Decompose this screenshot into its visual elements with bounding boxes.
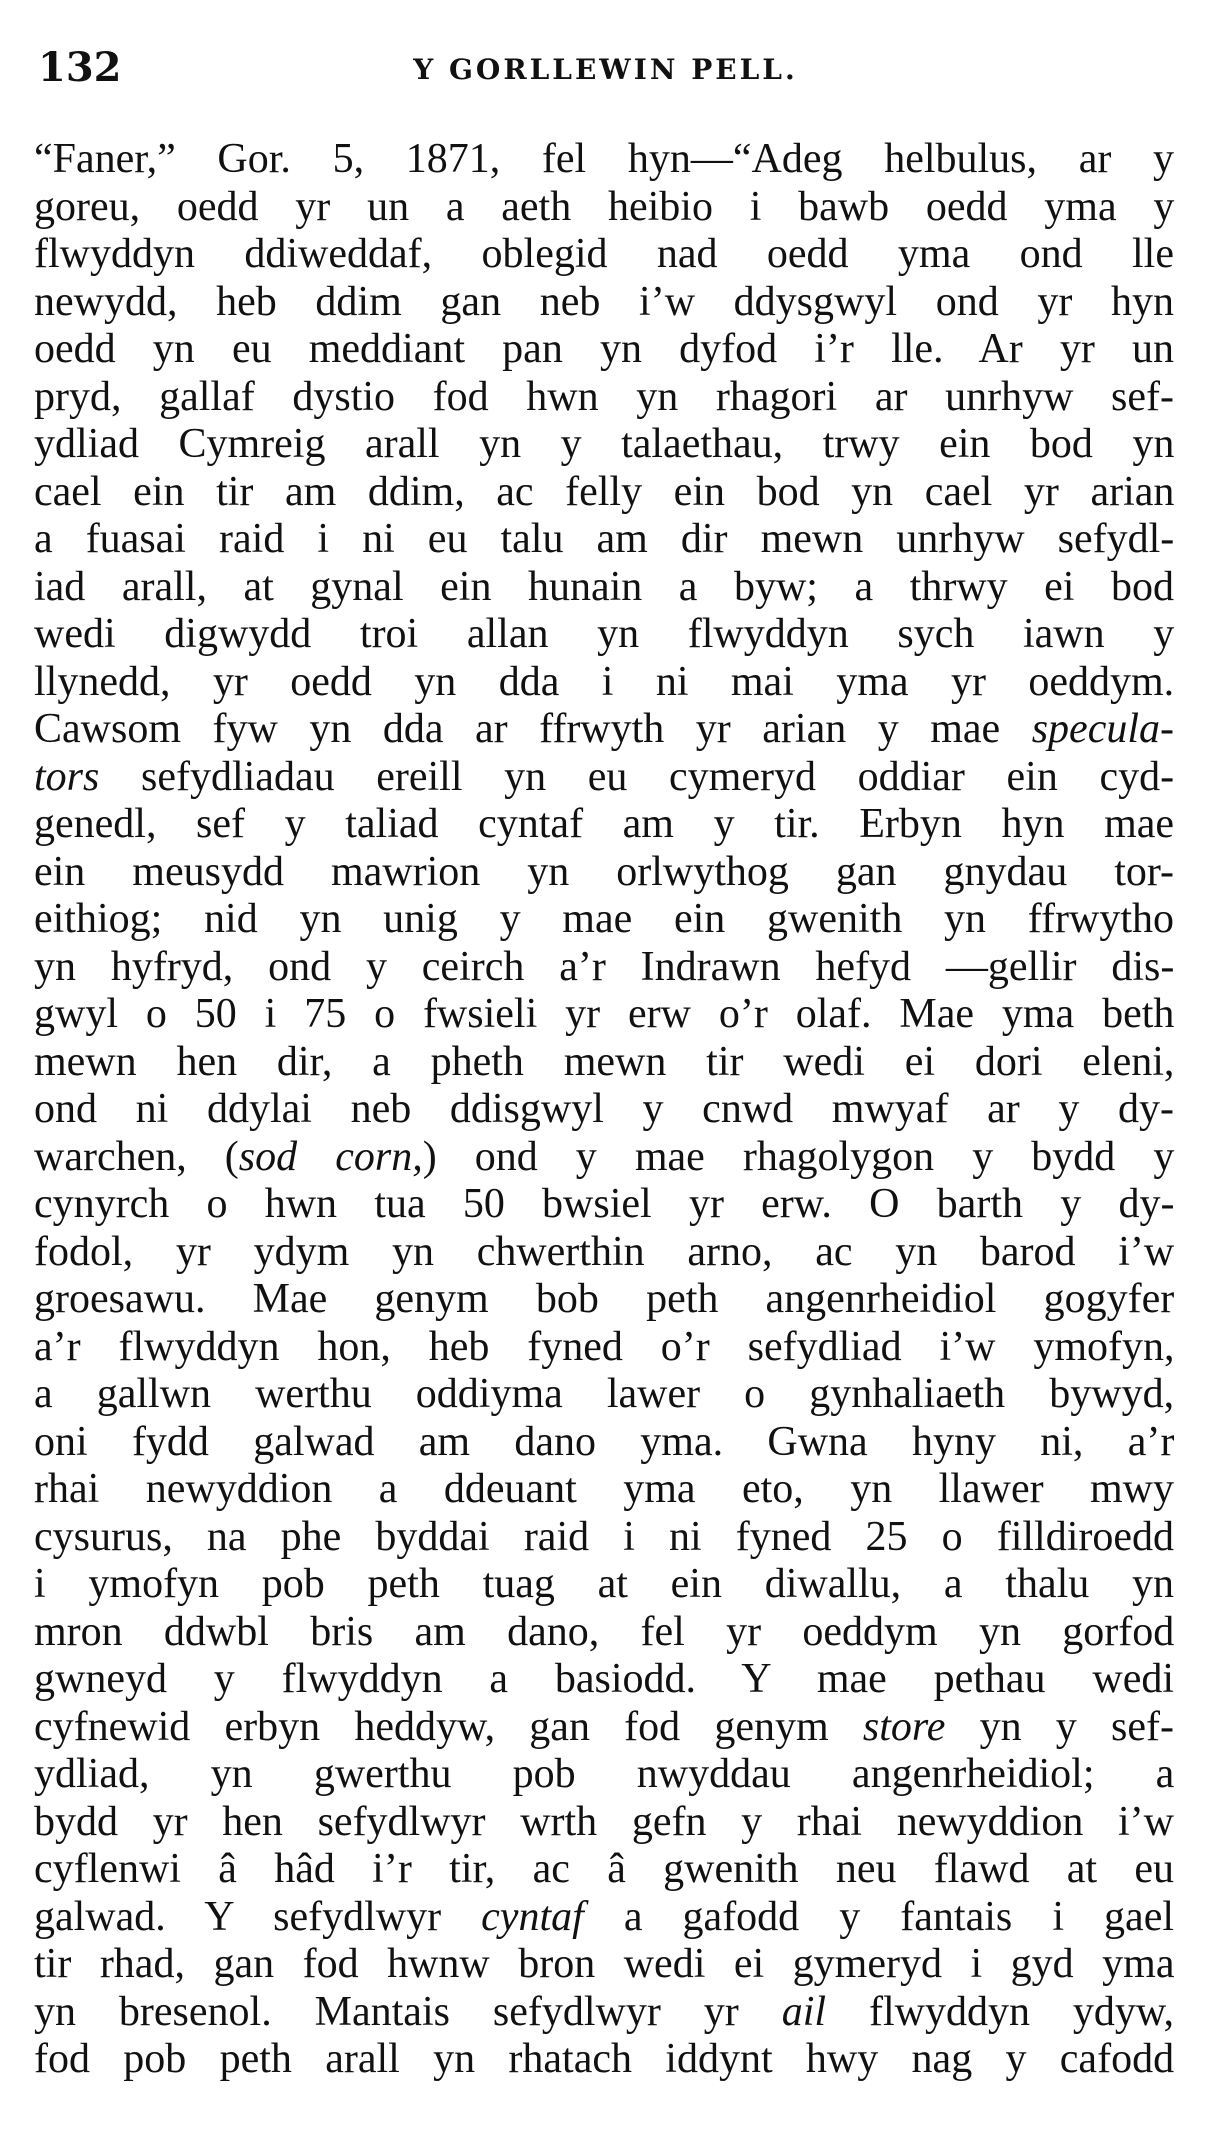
text-line bbox=[34, 374, 1174, 422]
line-text: sefydliadau ereill yn eu cymeryd oddiar ein cyd- bbox=[99, 753, 1175, 800]
text-line bbox=[34, 1229, 1174, 1277]
line-text: goreu, oedd yr un a aeth heibio i bawb oedd yma y bbox=[34, 183, 1175, 230]
text-line bbox=[34, 1894, 1174, 1942]
line-text: fodol, yr ydym yn chwerthin arno, ac yn barod i’w bbox=[34, 1228, 1175, 1275]
line-text: rhai newyddion a ddeuant yma eto, yn llawer mwy bbox=[34, 1466, 1174, 1512]
line-text: cyfnewid erbyn heddyw, gan fod genym bbox=[34, 1703, 863, 1750]
line-text: flwyddyn ddiweddaf, oblegid nad oedd yma ond lle bbox=[34, 231, 1174, 277]
text-line bbox=[34, 659, 1174, 707]
italic-text: tors bbox=[34, 753, 100, 800]
text-line bbox=[34, 326, 1174, 374]
page-header bbox=[38, 44, 1173, 94]
line-text: eithiog; nid yn unig y mae ein gwenith yn ffrwytho bbox=[34, 896, 1174, 942]
line-text: a gallwn werthu oddiyma lawer o gynhaliaeth bywyd, bbox=[34, 1371, 1175, 1417]
text-line bbox=[34, 1514, 1174, 1562]
line-text: ond ni ddylai neb ddisgwyl y cnwd mwyaf ar y dy- bbox=[34, 1086, 1174, 1132]
line-text: bydd yr hen sefydlwyr wrth gefn y rhai newyddion i’w bbox=[34, 1798, 1174, 1845]
line-text: newydd, heb ddim gan neb i’w ddysgwyl ond yr hyn bbox=[34, 278, 1174, 325]
text-line bbox=[34, 279, 1174, 327]
running-title: Y GORLLEWIN PELL. bbox=[413, 53, 798, 86]
text-line bbox=[34, 801, 1174, 849]
line-text: oedd yn eu meddiant pan yn dyfod i’r lle. Ar yr un bbox=[34, 326, 1174, 372]
text-line bbox=[34, 1181, 1174, 1229]
line-text: pryd, gallaf dystio fod hwn yn rhagori ar unrhyw sef- bbox=[34, 373, 1174, 420]
line-text: genedl, sef y taliad cyntaf am y tir. Erbyn hyn mae bbox=[34, 801, 1175, 847]
text-line bbox=[34, 706, 1174, 754]
text-line bbox=[34, 1039, 1174, 1087]
line-text: yn y sef- bbox=[945, 1703, 1174, 1750]
line-text: fod pob peth arall yn rhatach iddynt hwy nag y cafodd bbox=[34, 2036, 1175, 2082]
text-line bbox=[34, 1656, 1174, 1704]
line-text: groesawu. Mae genym bob peth angenrheidiol gogyfer bbox=[34, 1276, 1175, 1322]
line-text: ydliad, yn gwerthu pob nwyddau angenrheidiol; a bbox=[34, 1751, 1175, 1797]
line-text: ydliad Cymreig arall yn y talaethau, trwy ein bod yn bbox=[34, 421, 1175, 467]
line-text: mewn hen dir, a pheth mewn tir wedi ei dori eleni, bbox=[34, 1038, 1175, 1085]
text-line bbox=[34, 1371, 1174, 1419]
text-line bbox=[34, 896, 1174, 944]
text-line bbox=[34, 611, 1174, 659]
text-line bbox=[34, 991, 1174, 1039]
text-line bbox=[34, 1799, 1174, 1847]
text-line bbox=[34, 1751, 1174, 1799]
text-line bbox=[34, 754, 1174, 802]
text-line bbox=[34, 2036, 1174, 2084]
line-text: mron ddwbl bris am dano, fel yr oeddym yn gorfod bbox=[34, 1608, 1175, 1655]
text-line bbox=[34, 944, 1174, 992]
line-text: a fuasai raid i ni eu talu am dir mewn unrhyw sefydl- bbox=[34, 516, 1175, 562]
line-text: i ymofyn pob peth tuag at ein diwallu, a thalu yn bbox=[34, 1561, 1174, 1607]
text-line bbox=[34, 516, 1174, 564]
text-line bbox=[34, 1941, 1174, 1989]
line-text: ein meusydd mawrion yn orlwythog gan gnydau tor- bbox=[34, 848, 1174, 895]
text-line bbox=[34, 231, 1174, 279]
text-line bbox=[34, 1989, 1174, 2037]
italic-text: ail bbox=[781, 1988, 827, 2035]
italic-text: store bbox=[862, 1703, 946, 1750]
line-text: a gafodd y fantais i gael bbox=[583, 1893, 1175, 1940]
line-text: “Faner,” Gor. 5, 1871, fel hyn—“Adeg helbulus, ar y bbox=[34, 136, 1174, 182]
text-line bbox=[34, 1276, 1174, 1324]
line-text: cyflenwi â hâd i’r tir, ac â gwenith neu flawd at eu bbox=[34, 1846, 1174, 1892]
line-text: cael ein tir am ddim, ac felly ein bod yn cael yr arian bbox=[34, 468, 1175, 515]
text-line bbox=[34, 1086, 1174, 1134]
line-text: Cawsom fyw yn dda ar ffrwyth yr arian y mae bbox=[34, 706, 1032, 752]
line-text: iad arall, at gynal ein hunain a byw; a thrwy ei bod bbox=[34, 563, 1174, 610]
line-text: gwneyd y flwyddyn a basiodd. Y mae pethau wedi bbox=[34, 1656, 1174, 1702]
text-line bbox=[34, 1846, 1174, 1894]
line-text: cysurus, na phe byddai raid i ni fyned 25 o filldiroedd bbox=[34, 1513, 1174, 1560]
line-text: a’r flwyddyn hon, heb fyned o’r sefydliad i’w ymofyn, bbox=[34, 1323, 1175, 1370]
line-text: cynyrch o hwn tua 50 bwsiel yr erw. O barth y dy- bbox=[34, 1181, 1175, 1227]
line-text: yn hyfryd, ond y ceirch a’r Indrawn hefyd —gellir dis- bbox=[34, 943, 1175, 990]
text-line bbox=[34, 1704, 1174, 1752]
line-text: flwyddyn ydyw, bbox=[826, 1988, 1174, 2035]
text-line bbox=[34, 849, 1174, 897]
line-text: ) ond y mae rhagolygon y bydd y bbox=[422, 1133, 1175, 1180]
text-line bbox=[34, 564, 1174, 612]
text-line bbox=[34, 1324, 1174, 1372]
line-text: oni fydd galwad am dano yma. Gwna hyny ni, a’r bbox=[34, 1418, 1175, 1465]
line-text: tir rhad, gan fod hwnw bron wedi ei gymeryd i gyd yma bbox=[34, 1941, 1175, 1987]
text-line bbox=[34, 1419, 1174, 1467]
text-line bbox=[34, 1561, 1174, 1609]
line-text: llynedd, yr oedd yn dda i ni mai yma yr oeddym. bbox=[34, 658, 1175, 705]
text-line bbox=[34, 421, 1174, 469]
line-text: gwyl o 50 i 75 o fwsieli yr erw o’r olaf. Mae yma beth bbox=[34, 991, 1175, 1037]
body-text bbox=[34, 136, 1174, 2084]
italic-text: specula- bbox=[1031, 706, 1174, 752]
line-text: wedi digwydd troi allan yn flwyddyn sych iawn y bbox=[34, 611, 1175, 657]
italic-text: sod corn, bbox=[238, 1133, 423, 1180]
line-text: yn bresenol. Mantais sefydlwyr yr bbox=[34, 1988, 782, 2035]
text-line bbox=[34, 184, 1174, 232]
page-number: 132 bbox=[38, 44, 122, 91]
italic-text: cyntaf bbox=[481, 1893, 584, 1940]
text-line bbox=[34, 136, 1174, 184]
text-line bbox=[34, 469, 1174, 517]
line-text: galwad. Y sefydlwyr bbox=[34, 1893, 482, 1940]
line-text: warchen, ( bbox=[34, 1133, 239, 1180]
text-line bbox=[34, 1609, 1174, 1657]
text-line bbox=[34, 1134, 1174, 1182]
text-line bbox=[34, 1466, 1174, 1514]
